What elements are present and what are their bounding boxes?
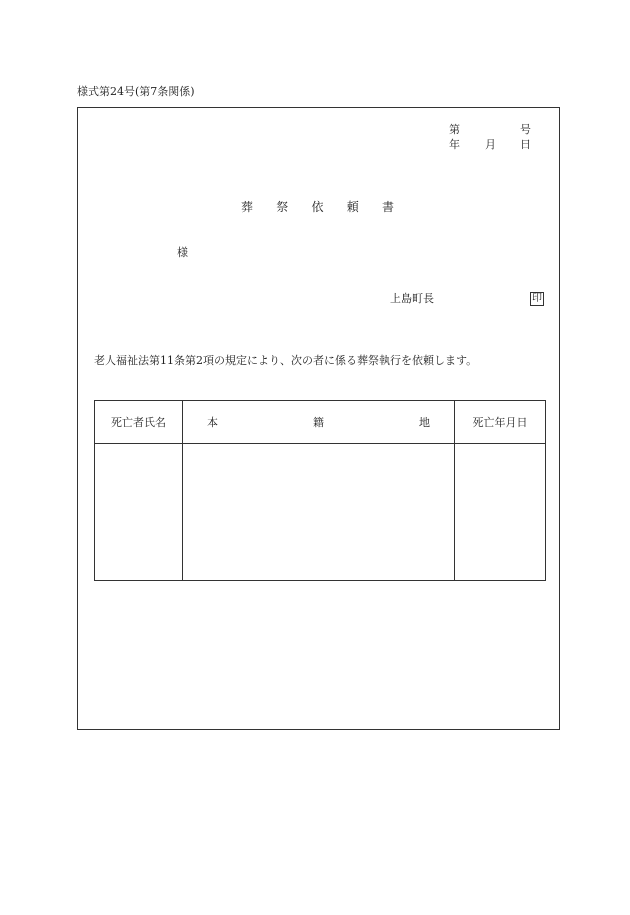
document-title <box>241 201 394 213</box>
date-day: 日 <box>520 138 531 151</box>
table-header-row <box>95 401 546 444</box>
doc-number-suffix: 号 <box>520 123 531 136</box>
title-char: 書 <box>381 200 394 214</box>
addressee-suffix: 様 <box>177 246 188 259</box>
cell-domicile[interactable] <box>183 444 455 581</box>
body-text: 老人福祉法第11条第2項の規定により、次の者に係る葬祭執行を依頼します。 <box>94 354 478 367</box>
doc-number-prefix: 第 <box>449 123 460 136</box>
issuer-name: 上島町長 <box>390 292 434 305</box>
header-domicile <box>183 401 455 444</box>
title-char: 依 <box>311 200 324 214</box>
deceased-table <box>94 400 546 581</box>
table-row <box>95 444 546 581</box>
cell-death-date[interactable] <box>455 444 546 581</box>
date-month: 月 <box>485 138 496 151</box>
title-char: 祭 <box>276 200 289 214</box>
form-number: 様式第24号(第7条関係) <box>77 85 195 98</box>
header-death-date: 死亡年月日 <box>455 401 546 444</box>
domicile-char: 本 <box>207 415 218 429</box>
domicile-char: 籍 <box>313 415 324 429</box>
domicile-char: 地 <box>419 415 430 429</box>
title-char: 頼 <box>346 200 359 214</box>
date-year: 年 <box>449 138 460 151</box>
title-char: 葬 <box>241 200 254 214</box>
seal-mark: 印 <box>532 293 542 304</box>
header-deceased-name: 死亡者氏名 <box>95 401 183 444</box>
cell-deceased-name[interactable] <box>95 444 183 581</box>
